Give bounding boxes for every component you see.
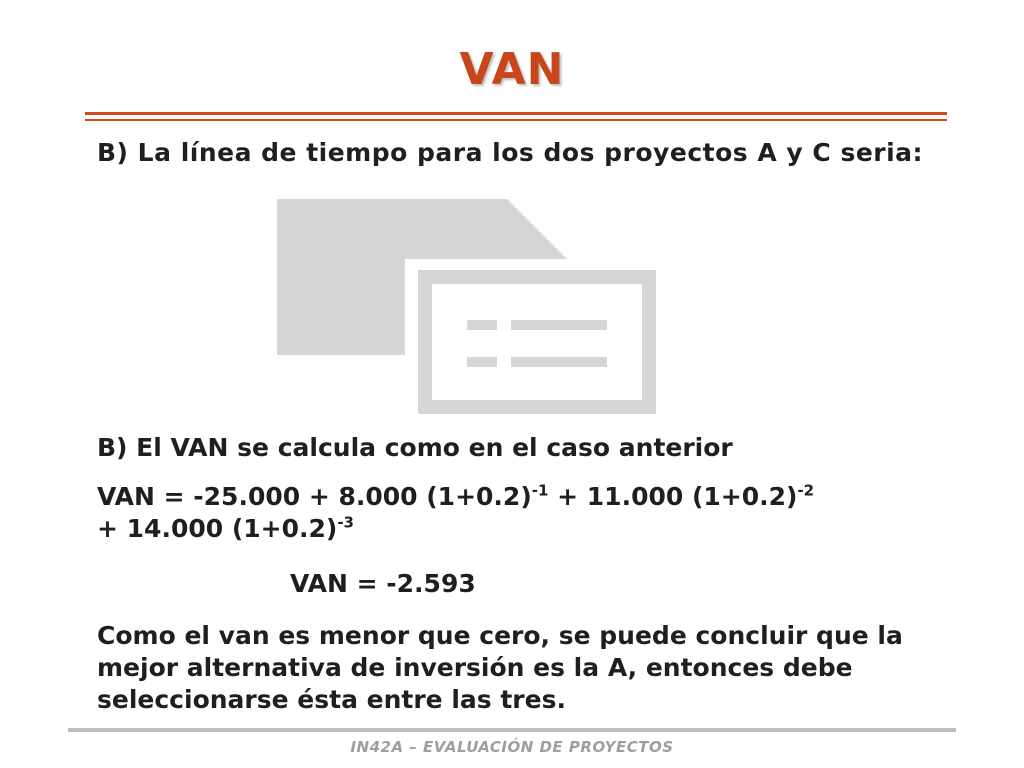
- van-result: VAN = -2.593: [290, 569, 476, 598]
- title-divider-top: [85, 112, 947, 115]
- van-formula: [97, 481, 943, 545]
- formula-part-1: VAN = -25.000 + 8.000 (1+0.2): [97, 482, 532, 511]
- title-divider-bottom: [85, 119, 947, 121]
- formula-part-2: + 11.000 (1+0.2): [548, 482, 798, 511]
- formula-exp-2: -2: [797, 481, 815, 500]
- slide-title: VAN: [459, 44, 565, 95]
- footer-divider: [68, 728, 956, 732]
- calc-intro: B) El VAN se calcula como en el caso anterior: [97, 433, 733, 462]
- formula-exp-3: -3: [337, 513, 354, 532]
- picture-placeholder-icon: [277, 197, 657, 419]
- picture-frame: [425, 277, 649, 407]
- intro-paragraph: B) La línea de tiempo para los dos proyectos A y C seria:: [97, 138, 924, 167]
- conclusion-paragraph: Como el van es menor que cero, se puede concluir que la mejor alternativa de inversión es la A, entonces debe seleccionarse ésta entre las tres.: [97, 621, 903, 714]
- footer-course-label: IN42A – EVALUACIÓN DE PROYECTOS: [350, 738, 674, 756]
- formula-exp-1: -1: [531, 481, 549, 500]
- formula-part-3: + 14.000 (1+0.2): [97, 514, 338, 543]
